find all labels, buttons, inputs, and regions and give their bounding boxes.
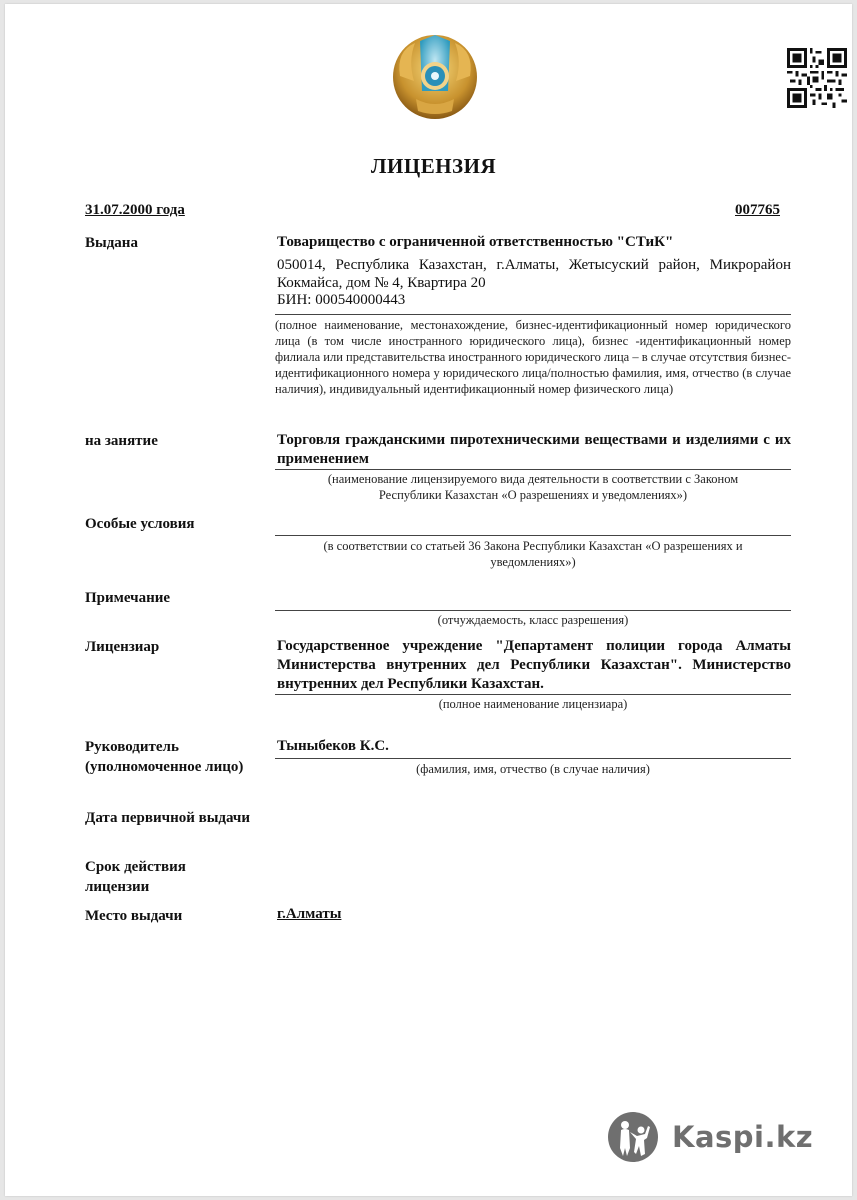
kaspi-watermark [608,1112,813,1162]
note-caption: (отчуждаемость, класс разрешения) [437,613,629,627]
issued-to-label: Выдана [85,235,138,251]
kaspi-logo-icon [608,1112,658,1162]
license-date: 31.07.2000 года [85,202,185,218]
license-page [5,4,852,1196]
kaspi-text: Kaspi.kz [672,1120,814,1154]
issued-to-name: Товарищество с ограниченной ответственностью "СТиК" [277,234,674,250]
divider [275,758,791,759]
special-conditions-caption: (в соответствии со статьей 36 Закона Республики Казахстан «О разрешениях и уведомлениях») [323,539,743,569]
activity-label: на занятие [85,433,158,449]
issued-to-address: 050014, Республика Казахстан, г.Алматы, Жетысуский район, Микрорайон Кокмайса, дом № 4, Квартира 20 [277,257,791,291]
divider [275,610,791,611]
divider [275,535,791,536]
first-issue-date-label: Дата первичной выдачи [85,810,251,826]
license-number: 007765 [735,202,780,218]
document-title: ЛИЦЕНЗИЯ [370,154,497,178]
divider [275,694,791,695]
qr-code-icon [787,48,847,108]
state-emblem-icon [390,31,480,121]
validity-label-line1: Срок действия [85,859,186,875]
note-label: Примечание [85,590,171,606]
validity-label-line2: лицензии [85,879,150,895]
head-label-line2: (уполномоченное лицо) [85,759,244,775]
special-conditions-label: Особые условия [85,516,195,532]
head-caption: (фамилия, имя, отчество (в случае наличия) [416,762,650,776]
divider [275,469,791,470]
validity-label [85,857,186,897]
issued-to-caption: (полное наименование, местонахождение, бизнес-идентификационный номер юридического лица (в том числе иностранного юридического лица), бизнес -идентификационный номер филиала или представительства иностранного юридического лица – в случае отсутствия бизнес-идентификационного номера у юридического лица/полностью фамилия, имя, отчество (в случае наличия), индивидуальный идентификационный номер физического лица) [275,318,791,396]
head-label-line1: Руководитель [85,739,179,755]
place-label: Место выдачи [85,908,183,924]
licensor-caption: (полное наименование лицензиара) [438,697,628,711]
licensor-value: Государственное учреждение "Департамент полиции города Алматы Министерства внутренних дел Республики Казахстан". Министерство внутренних дел Республики Казахстан. [277,638,791,692]
activity-caption: (наименование лицензируемого вида деятельности в соответствии с Законом Республики Казахстан «О разрешениях и уведомлениях») [327,472,739,502]
place-value: г.Алматы [277,906,342,922]
activity-value: Торговля гражданскими пиротехническими веществами и изделиями с их применением [277,432,791,467]
issued-to-bin: БИН: 000540000443 [277,292,406,308]
head-label [85,737,243,777]
divider [275,314,791,315]
head-value: Тыныбеков К.С. [277,738,389,754]
licensor-label: Лицензиар [85,639,160,655]
